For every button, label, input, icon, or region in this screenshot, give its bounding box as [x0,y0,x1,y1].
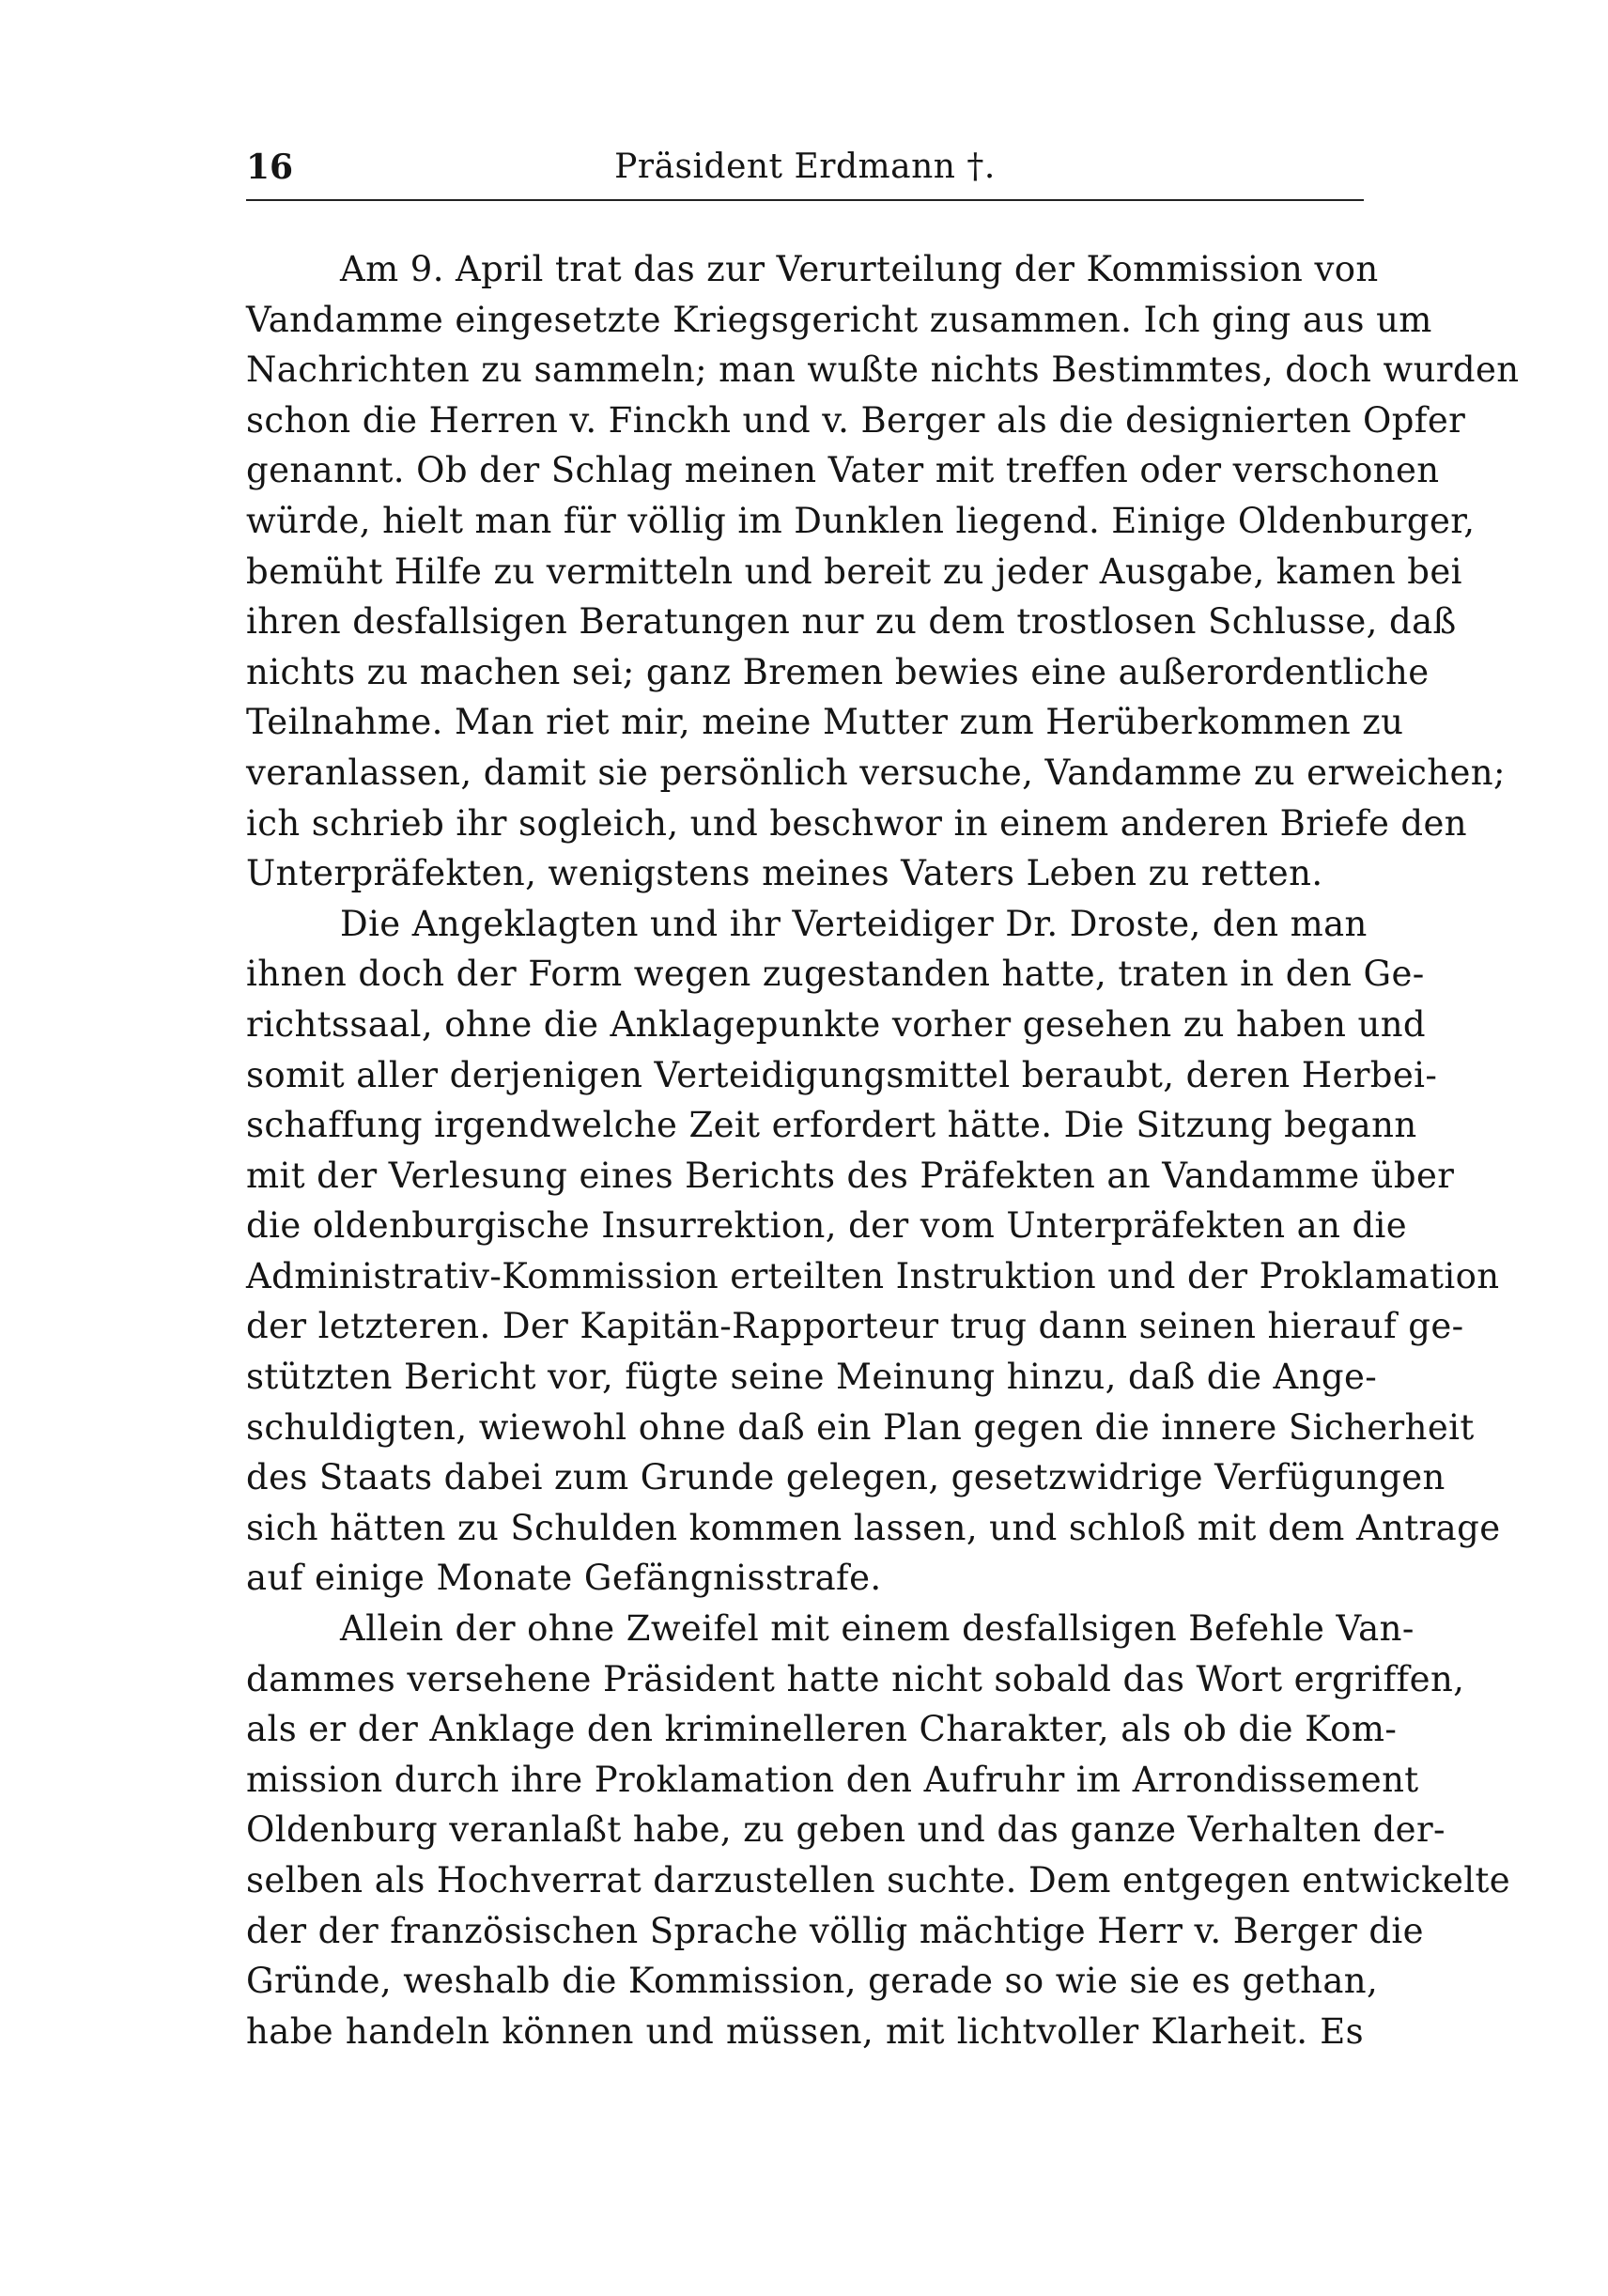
page-number: 16 [246,147,294,187]
text-line: ich schrieb ihr sogleich, und beschwor in einem anderen Briefe den [246,802,1468,844]
text-line: Teilnahme. Man riet mir, meine Mutter zum Herüberkommen zu [246,702,1404,743]
text-line: Allein der ohne Zweifel mit einem desfallsigen Befehle Van- [340,1608,1415,1650]
text-line: genannt. Ob der Schlag meinen Vater mit treffen oder verschonen [246,450,1440,491]
text-line: der der französischen Sprache völlig mächtige Herr v. Berger die [246,1910,1424,1951]
text-line: auf einige Monate Gefängnisstrafe. [246,1558,882,1599]
text-line: nichts zu machen sei; ganz Bremen bewies eine außerordentliche [246,651,1430,692]
text-line: die oldenburgische Insurrektion, der vom Unterpräfekten an die [246,1205,1408,1247]
text-line: bemüht Hilfe zu vermitteln und bereit zu jeder Ausgabe, kamen bei [246,551,1462,592]
text-line: Am 9. April trat das zur Verurteilung der Kommission von [340,249,1379,289]
running-head [246,141,1364,194]
text-line: mit der Verlesung eines Berichts des Präfekten an Vandamme über [246,1155,1455,1196]
text-line: ihnen doch der Form wegen zugestanden hatte, traten in den Ge- [246,954,1425,995]
text-line: Die Angeklagten und ihr Verteidiger Dr. Droste, den man [340,903,1368,944]
text-line: schaffung irgendwelche Zeit erfordert hätte. Die Sitzung begann [246,1105,1417,1146]
text-line: somit aller derjenigen Verteidigungsmittel beraubt, deren Herbei- [246,1054,1438,1095]
text-line: mission durch ihre Proklamation den Aufruhr im Arrondissement [246,1759,1419,1800]
text-line: dammes versehene Präsident hatte nicht sobald das Wort ergriffen, [246,1658,1465,1699]
text-line: habe handeln können und müssen, mit lichtvoller Klarheit. Es [246,2010,1364,2052]
text-line: stützten Bericht vor, fügte seine Meinung hinzu, daß die Ange- [246,1357,1378,1398]
text-line: des Staats dabei zum Grunde gelegen, gesetzwidrige Verfügungen [246,1457,1446,1498]
text-line: ihren desfallsigen Beratungen nur zu dem trostlosen Schlusse, daß [246,601,1457,643]
header-rule [246,199,1364,201]
paragraph [246,1604,1511,2056]
chapter-title: Präsident Erdmann †. [614,147,996,186]
text-line: der letzteren. Der Kapitän-Rapporteur trug dann seinen hierauf ge- [246,1306,1464,1347]
text-line: Gründe, weshalb die Kommission, gerade so wie sie es gethan, [246,1961,1379,2002]
text-line: Oldenburg veranlaßt habe, zu geben und das ganze Verhalten der- [246,1809,1446,1851]
text-line: als er der Anklage den kriminelleren Charakter, als ob die Kom- [246,1709,1398,1750]
text-line: Nachrichten zu sammeln; man wußte nichts Bestimmtes, doch wurden [246,349,1520,391]
text-body [246,244,1520,2056]
text-line: Unterpräfekten, wenigstens meines Vaters Leben zu retten. [246,853,1323,894]
text-line: veranlassen, damit sie persönlich versuche, Vandamme zu erweichen; [246,752,1506,793]
text-line: Administrativ-Kommission erteilten Instruktion und der Proklamation [246,1255,1500,1296]
text-line: würde, hielt man für völlig im Dunklen liegend. Einige Oldenburger, [246,500,1476,541]
text-line: richtssaal, ohne die Anklagepunkte vorher gesehen zu haben und [246,1003,1427,1045]
text-line: sich hätten zu Schulden kommen lassen, und schloß mit dem Antrage [246,1507,1501,1548]
text-line: Vandamme eingesetzte Kriegsgericht zusammen. Ich ging aus um [246,299,1432,340]
text-line: schon die Herren v. Finckh und v. Berger als die designierten Opfer [246,399,1466,441]
paragraph [246,899,1501,1604]
text-line: schuldigten, wiewohl ohne daß ein Plan gegen die innere Sicherheit [246,1406,1475,1448]
paragraph [246,244,1520,899]
text-line: selben als Hochverrat darzustellen suchte. Dem entgegen entwickelte [246,1860,1511,1900]
